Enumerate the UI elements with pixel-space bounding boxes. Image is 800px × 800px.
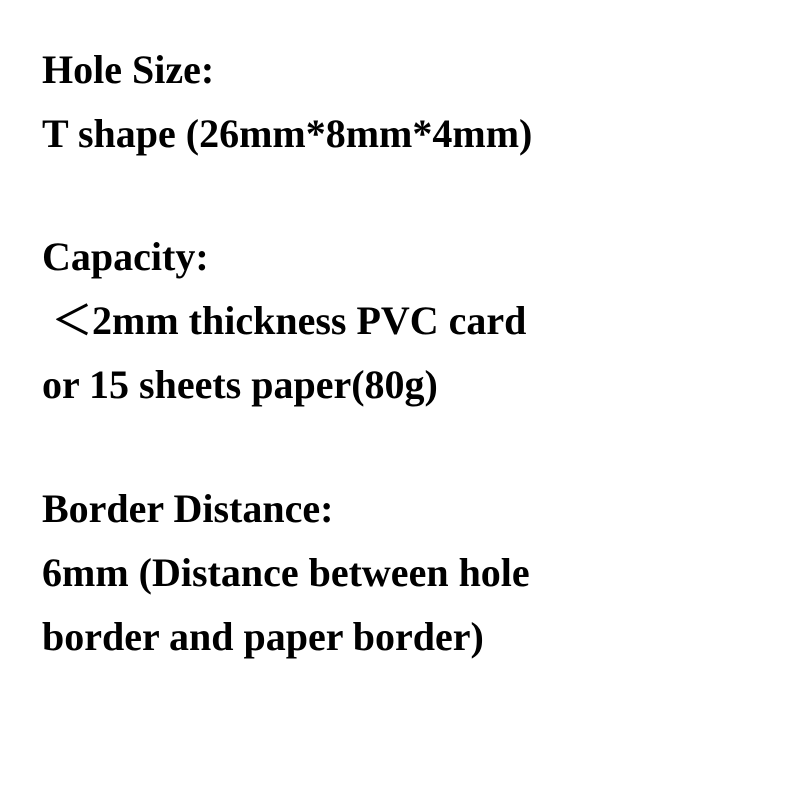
border-distance-section (42, 477, 782, 669)
capacity-value-line-1: ＜2mm thickness PVC card (42, 298, 527, 343)
capacity-value-line-2: or 15 sheets paper(80g) (42, 362, 438, 407)
hole-size-heading: Hole Size: (42, 47, 215, 92)
capacity-section (42, 225, 782, 417)
border-distance-heading: Border Distance: (42, 486, 334, 531)
hole-size-value: T shape (26mm*8mm*4mm) (42, 111, 533, 156)
border-distance-value-line-2: border and paper border) (42, 614, 484, 659)
hole-size-section (42, 38, 782, 166)
capacity-heading: Capacity: (42, 234, 209, 279)
border-distance-value-line-1: 6mm (Distance between hole (42, 550, 530, 595)
